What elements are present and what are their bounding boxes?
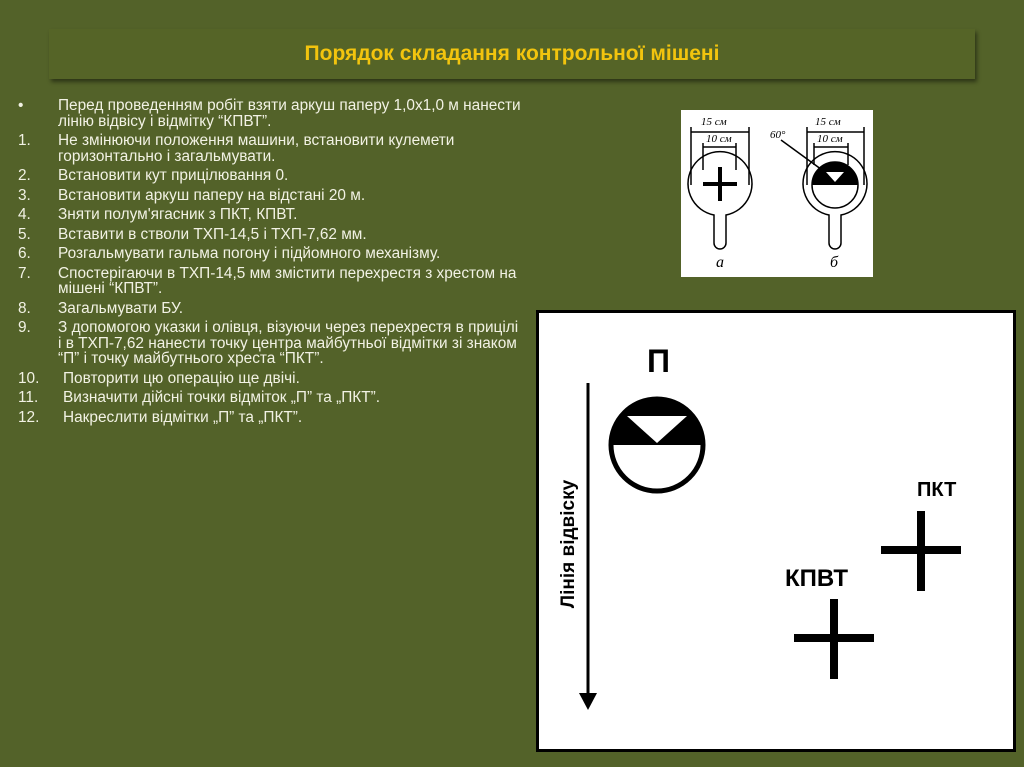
pkt-label: ПКТ [917,479,957,501]
list-marker: 8. [18,299,31,317]
list-item [18,371,523,387]
kpvt-label: КПВТ [785,565,848,592]
plumb-line-label: Лінія відвіску [558,479,579,609]
list-item [18,133,523,164]
list-marker: 6. [18,245,31,262]
list-item [18,98,523,129]
list-text: Спостерігаючи в ТХП-14,5 мм змістити перехрестя з хрестом на мішені “КПВТ”. [58,264,517,297]
list-text: Визначити дійсні точки відміток „П” та „ПКТ”. [63,389,381,406]
p-label: П [647,343,670,379]
list-marker: 3. [18,186,31,204]
list-item [18,266,523,297]
list-marker: 2. [18,167,31,184]
list-text: Встановити аркуш паперу на відстані 20 м. [58,186,366,204]
dim-outer-a: 15 см [701,116,727,128]
list-marker: 12. [18,408,40,426]
target-figure [681,110,873,277]
slide-title: Порядок складання контрольної мішені [304,42,720,65]
list-marker: 9. [18,319,31,336]
target-diagram [536,310,1016,752]
list-marker: 7. [18,264,31,282]
list-marker: 11. [18,389,39,406]
list-text: Розгальмувати гальма погону і підйомного механізму. [58,245,441,262]
list-text: Вставити в стволи ТХП-14,5 і ТХП-7,62 мм. [58,225,367,243]
list-marker: 4. [18,206,31,223]
list-item [18,207,523,223]
list-item [18,301,523,317]
dim-outer-b: 15 см [815,116,841,128]
list-text: Загальмувати БУ. [58,299,184,317]
arrow-down-icon [579,693,597,710]
list-item [18,246,523,262]
label-b: б [830,254,839,271]
list-text: З допомогою указки і олівця, візуючи через перехрестя в прицілі і в ТХП-7,62 нанести точку центра майбутньої відмітки зі знаком “П” і точку майбутнього хреста “ПКТ”. [58,319,519,367]
list-text: Повторити цю операцію ще двічі. [63,369,300,387]
list-item [18,410,523,426]
list-marker: • [18,97,24,114]
list-text: Зняти полум'ягасник з ПКТ, КПВТ. [58,206,298,223]
list-marker: 5. [18,225,31,243]
list-text: Перед проведенням робіт взяти аркуш паперу 1,0х1,0 м нанести лінію відвісу і відмітку “КПВТ”. [58,97,521,130]
list-item [18,390,523,406]
label-a: а [716,254,724,271]
dim-inner-b: 10 см [817,133,843,145]
list-text: Встановити кут прицілювання 0. [58,167,289,184]
instruction-list [18,98,523,429]
list-marker: 1. [18,132,31,149]
kpvt-cross [794,599,874,679]
list-item [18,227,523,243]
list-text: Не змінюючи положення машини, встановити кулемети горизонтально і загальмувати. [58,132,455,165]
slide-title-bar [49,29,975,79]
pkt-cross [881,511,961,591]
angle-label: 60° [770,129,786,141]
list-item [18,188,523,204]
dim-inner-a: 10 см [706,133,732,145]
list-item [18,320,523,367]
list-item [18,168,523,184]
list-marker: 10. [18,369,40,387]
list-text: Накреслити відмітки „П” та „ПКТ”. [63,408,303,426]
